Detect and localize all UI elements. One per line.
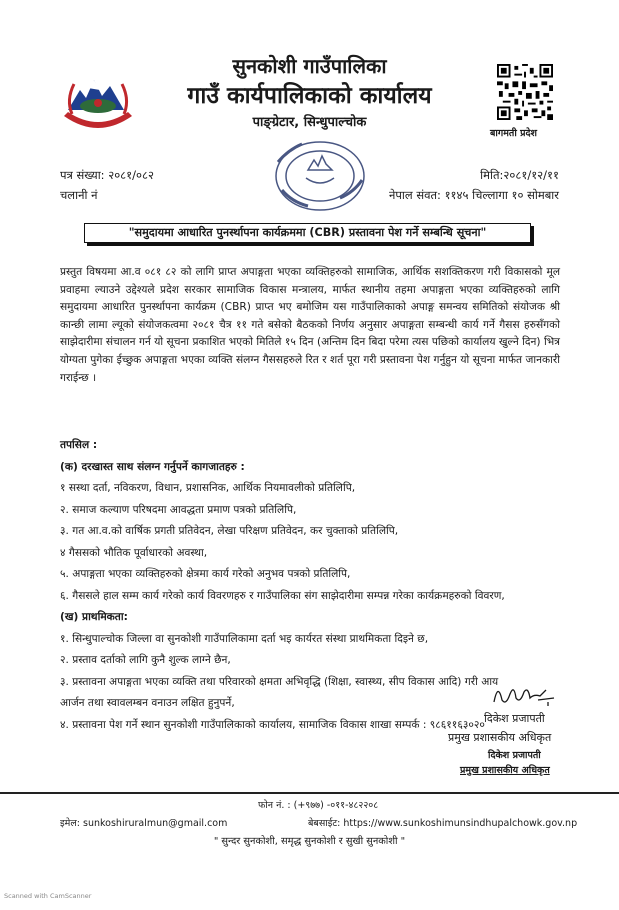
list-item: ३. प्रस्तावना अपाङ्गता भएका व्यक्ति तथा परिवारको क्षमता अभिवृद्धि (शिक्षा, स्वास्थ्य, सीप विकास आदि) गरी आय — [60, 675, 499, 688]
signature-stamp-name: दिकेश प्रजापती — [488, 750, 541, 761]
list-item: २. समाज कल्याण परिषदमा आवद्धता प्रमाण पत्रको प्रतिलिपि, — [60, 503, 297, 516]
office-address: पाङ्ग्रेटार, सिन्धुपाल्चोक — [252, 115, 367, 130]
letter-number: पत्र संख्या: २०८१/०८२ — [60, 168, 154, 182]
nepal-emblem-icon — [58, 70, 138, 134]
list-item: १. सिन्धुपाल्चोक जिल्ला वा सुनकोशी गाउँपालिकामा दर्ता भइ कार्यरत संस्था प्राथमिकता दिइने छ, — [60, 632, 429, 645]
scanner-watermark: Scanned with CamScanner — [4, 892, 92, 900]
details-label: तपसिल : — [60, 439, 98, 451]
list-item: ५. अपाङ्गता भएका व्यक्तिहरुको क्षेत्रमा कार्य गरेको अनुभव पत्रको प्रतिलिपि, — [60, 568, 351, 580]
list-item: ४ गैससको भौतिक पूर्वाधारको अवस्था, — [60, 546, 208, 559]
priority-heading: (ख) प्राथमिकता: — [60, 611, 128, 623]
list-item: १ सस्था दर्ता, नविकरण, विधान, प्रशासनिक, आर्थिक नियमावलीको प्रतिलिपि, — [60, 482, 356, 494]
province-label: बागमती प्रदेश — [490, 128, 538, 139]
signer-title: प्रमुख प्रशासकीय अधिकृत — [448, 731, 552, 744]
footer-email: इमेल: sunkoshiruralmun@gmail.com — [60, 818, 228, 829]
subject-box: "समुदायमा आधारित पुनर्स्थापना कार्यक्रममा (CBR) प्रस्तावना पेश गर्ने सम्बन्धि सूचना" — [84, 223, 531, 243]
qr-code-icon — [497, 64, 553, 120]
office-seal-stamp — [258, 132, 380, 220]
org-name: सुनकोशी गाउँपालिका — [232, 54, 387, 78]
list-item: ३. गत आ.व.को वार्षिक प्रगती प्रतिवेदन, लेखा परिक्षण प्रतिवेदन, कर चुक्ताको प्रतिलिपि, — [60, 525, 399, 537]
list-item: ४. प्रस्तावना पेश गर्ने स्थान सुनकोशी गाउँपालिकाको कार्यालय, सामाजिक विकास शाखा सम्पर्क : ९८६११६३०२० — [60, 718, 485, 731]
nepal-samvat-date: नेपाल संवत: ११४५ चिल्लागा १० सोमबार — [388, 188, 559, 202]
footer-phone: फोन नं. : (+९७७) -०११-४८२२०८ — [258, 800, 379, 811]
signature-stamp-title: प्रमुख प्रशासकीय अधिकृत — [460, 765, 550, 776]
dispatch-number: चलानी नं — [60, 188, 98, 202]
footer-website: बेबसाईट: https://www.sunkoshimunsindhupalchowk.gov.np — [308, 818, 578, 829]
handwritten-signature — [488, 676, 560, 712]
body-paragraph: प्रस्तुत विषयमा आ.व ०८१ ८२ को लागि प्राप्त अपाङ्गता भएका व्यक्तिहरुको सामाजिक, आर्थिक सशक्तिकरण गरी विकासको मूल प्रवाहमा ल्याउने उद्देश्यले प्रदेश सरकार सामाजिक विकास मन्त्रालय, मार्फत स्थानीय तहमा अपाङ्गता भएका व्यक्तिहरुको लागि समुदायमा आधारित पुनर्स्थापना कार्यक्रम (CBR) प्राप्त भए बमोजिम यस गाउँपालिकाको अपाङ्ग समन्वय समितिको संयोजक श्री कान्छी लामा ल्यूको संयोजकत्वमा २०८१ चैत्र ११ गते बसेको बैठकको निर्णय अनुसार अपाङ्गता सम्बन्धी कार्य गर्ने गैसस हरुसँगको साझेदारीमा संचालन गर्न यो सूचना प्रकाशित भएको मितिले १५ दिन (अन्तिम दिन बिदा परेमा त्यस पछिको कार्यालय खुल्ने दिन) भित्र योग्यता पुगेका ईच्छुक अपाङ्गता भएका व्यक्ति संलग्न गैससहरुले रित र शर्त पूरा गरी प्रस्तावना पेश गर्नुहुन यो सूचना मार्फत जानकारी गराईन्छ । — [60, 266, 560, 384]
footer-divider — [0, 792, 619, 794]
list-item: २. प्रस्ताव दर्ताको लागि कुनै शुल्क लाग्ने छैन, — [60, 654, 231, 666]
list-item: ६. गैससले हाल सम्म कार्य गरेको कार्य विवरणहरु र गाउँपालिका संग साझेदारीमा सम्पन्न गरेका कार्यक्रमहरुको विवरण, — [60, 589, 505, 602]
signer-name: दिकेश प्रजापती — [484, 712, 545, 725]
footer-slogan: " सुन्दर सुनकोशी, समृद्ध सुनकोशी र सुखी सुनकोशी " — [213, 836, 406, 847]
list-item: आर्जन तथा स्वावलम्बन वनाउन लक्षित हुनुपर्ने, — [60, 697, 235, 709]
docs-heading: (क) दरखास्त साथ संलग्न गर्नुपर्ने कागजातहरु : — [60, 460, 245, 473]
office-name: गाउँ कार्यपालिकाको कार्यालय — [187, 83, 432, 109]
date: मिति:२०८१/१२/११ — [480, 168, 559, 182]
